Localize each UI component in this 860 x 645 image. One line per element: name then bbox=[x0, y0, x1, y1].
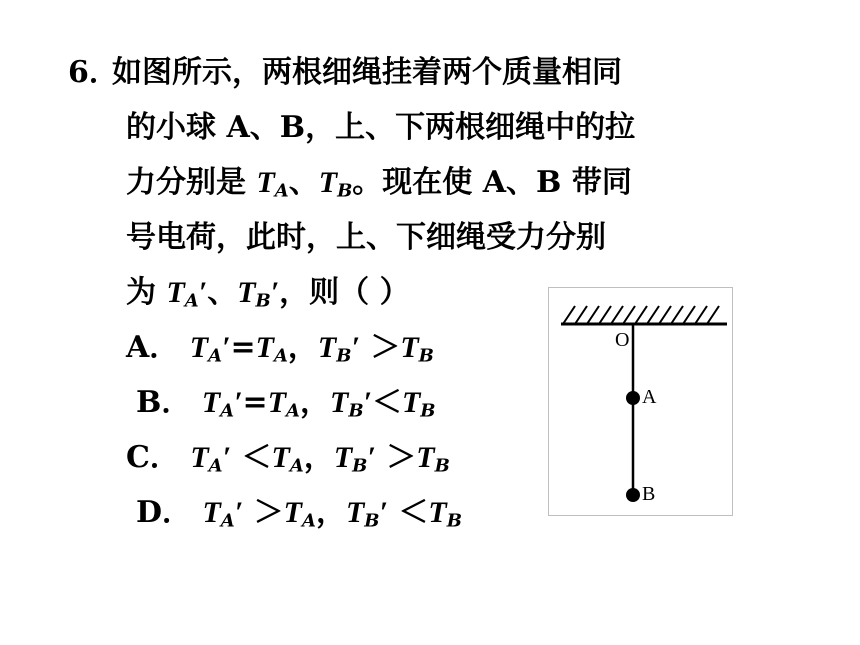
ball-b bbox=[626, 488, 640, 502]
question-line-2: 的小球 A、B，上、下两根细绳中的拉 bbox=[126, 110, 636, 145]
tension-symbol: T bbox=[256, 166, 275, 199]
option-a[interactable]: A． $T_A'=T_A$，$T_B' >T_B$ bbox=[126, 330, 434, 367]
label-a: A bbox=[642, 386, 657, 408]
label-o: O bbox=[615, 329, 630, 351]
ceiling-hatching bbox=[563, 306, 719, 324]
label-b: B bbox=[642, 483, 656, 505]
question-line-5: 为 $T_A'$、$T_B'$，则（ ） bbox=[126, 275, 410, 312]
option-c[interactable]: C． $T_A' <T_A$，$T_B' >T_B$ bbox=[126, 440, 450, 477]
ball-a bbox=[626, 391, 640, 405]
question-line-1: 如图所示，两根细绳挂着两个质量相同 bbox=[112, 55, 622, 90]
option-b[interactable]: B． $T_A'=T_A$，$T_B'<T_B$ bbox=[136, 385, 436, 422]
pendulum-diagram bbox=[549, 288, 732, 515]
question-line-4: 号电荷，此时，上、下细绳受力分别 bbox=[126, 220, 606, 255]
question-number: 6． bbox=[68, 55, 119, 90]
question-line-3: 力分别是 $T_A$、$T_B$。现在使 A、B 带同 bbox=[126, 165, 632, 202]
pendulum-figure bbox=[548, 287, 733, 516]
option-d[interactable]: D． $T_A' >T_A$，$T_B' <T_B$ bbox=[136, 495, 462, 532]
